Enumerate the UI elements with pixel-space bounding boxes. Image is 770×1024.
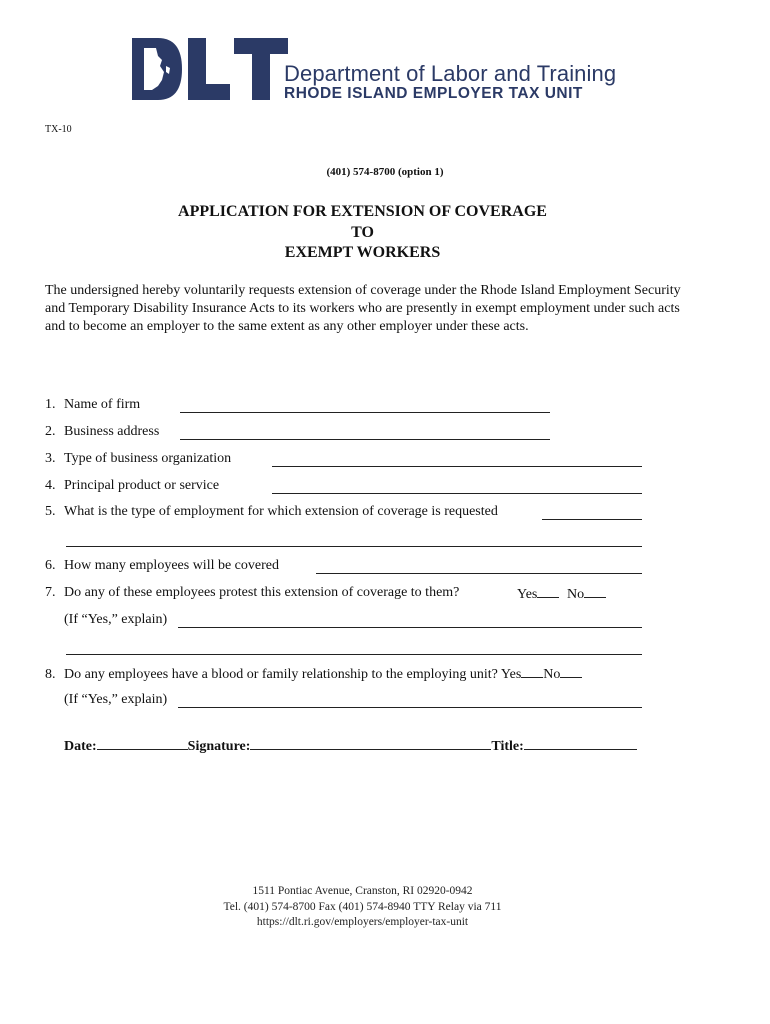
question-text: How many employees will be covered xyxy=(64,558,279,573)
question-8 xyxy=(45,665,582,683)
firm-name-field[interactable] xyxy=(180,412,550,413)
question-5 xyxy=(45,504,498,520)
title-label: Title: xyxy=(491,739,524,754)
department-name: Department of Labor and Training xyxy=(284,61,617,86)
business-address-field[interactable] xyxy=(180,439,550,440)
product-service-field[interactable] xyxy=(272,493,642,494)
question-number: 5. xyxy=(45,504,56,519)
question-number: 8. xyxy=(45,667,56,682)
question-4 xyxy=(45,478,219,494)
footer xyxy=(0,884,725,931)
signature-label: Signature: xyxy=(187,739,251,754)
question-number: 6. xyxy=(45,558,56,573)
form-code: TX-10 xyxy=(45,124,72,135)
dlt-logo-mark xyxy=(130,36,290,102)
question-number: 1. xyxy=(45,397,56,412)
title-line-3: EXEMPT WORKERS xyxy=(284,244,441,261)
question-text: Do any employees have a blood or family relationship to the employing unit? xyxy=(64,667,498,682)
title-line-1: APPLICATION FOR EXTENSION OF COVERAGE xyxy=(178,203,547,220)
footer-contact: Tel. (401) 574-8700 Fax (401) 574-8940 TTY Relay via 711 xyxy=(223,900,502,913)
question-text: Do any of these employees protest this extension of coverage to them? xyxy=(64,585,460,600)
q8-explain-field[interactable] xyxy=(178,707,642,708)
q7-no-field[interactable] xyxy=(584,585,606,598)
q7-explain-field[interactable] xyxy=(178,627,642,628)
question-text: Type of business organization xyxy=(64,451,232,466)
question-number: 7. xyxy=(45,585,56,600)
question-text: Principal product or service xyxy=(64,478,220,493)
title-field[interactable] xyxy=(524,737,637,750)
footer-url[interactable]: https://dlt.ri.gov/employers/employer-tax-unit xyxy=(256,916,469,928)
title-line-2: TO xyxy=(351,223,374,241)
q7-yes-field[interactable] xyxy=(537,585,559,598)
question-6 xyxy=(45,558,279,574)
q7-yes-option xyxy=(517,585,559,603)
q8-explain-label: (If “Yes,” explain) xyxy=(64,692,168,707)
form-title xyxy=(0,202,725,264)
signature-field[interactable] xyxy=(250,737,491,750)
employment-type-field[interactable] xyxy=(542,519,642,520)
dlt-logo xyxy=(130,36,640,106)
question-2 xyxy=(45,424,159,440)
q7-explain-field-line-2[interactable] xyxy=(66,654,642,655)
date-field[interactable] xyxy=(97,737,188,750)
no-label: No xyxy=(567,587,585,602)
q7-explain-label: (If “Yes,” explain) xyxy=(64,612,168,627)
yes-label: Yes xyxy=(500,667,522,682)
question-3 xyxy=(45,451,231,467)
question-7 xyxy=(45,585,459,601)
question-number: 3. xyxy=(45,451,56,466)
question-text: Name of firm xyxy=(64,397,141,412)
no-label: No xyxy=(543,667,561,682)
employee-count-field[interactable] xyxy=(316,573,642,574)
signature-row xyxy=(64,737,637,755)
question-1 xyxy=(45,397,140,413)
employment-type-field-line-2[interactable] xyxy=(66,546,642,547)
yes-label: Yes xyxy=(517,587,538,602)
q8-yes-field[interactable] xyxy=(521,665,543,678)
business-organization-field[interactable] xyxy=(272,466,642,467)
question-number: 2. xyxy=(45,424,56,439)
question-text: Business address xyxy=(64,424,160,439)
question-text: What is the type of employment for which extension of coverage is requested xyxy=(64,504,498,519)
footer-address: 1511 Pontiac Avenue, Cranston, RI 02920-0942 xyxy=(252,885,473,897)
date-label: Date: xyxy=(64,739,97,754)
q8-no-field[interactable] xyxy=(560,665,582,678)
phone-number: (401) 574-8700 (option 1) xyxy=(326,166,444,178)
unit-name: RHODE ISLAND EMPLOYER TAX UNIT xyxy=(284,85,583,102)
question-number: 4. xyxy=(45,478,56,493)
intro-paragraph: The undersigned hereby voluntarily requests extension of coverage under the Rhode Island Employment Security and Temporary Disability Insurance Acts to its workers who are presently in exempt employment under such acts and to become an employer to the same extent as any other employer under these acts. xyxy=(45,283,681,334)
q7-no-option xyxy=(567,585,606,603)
